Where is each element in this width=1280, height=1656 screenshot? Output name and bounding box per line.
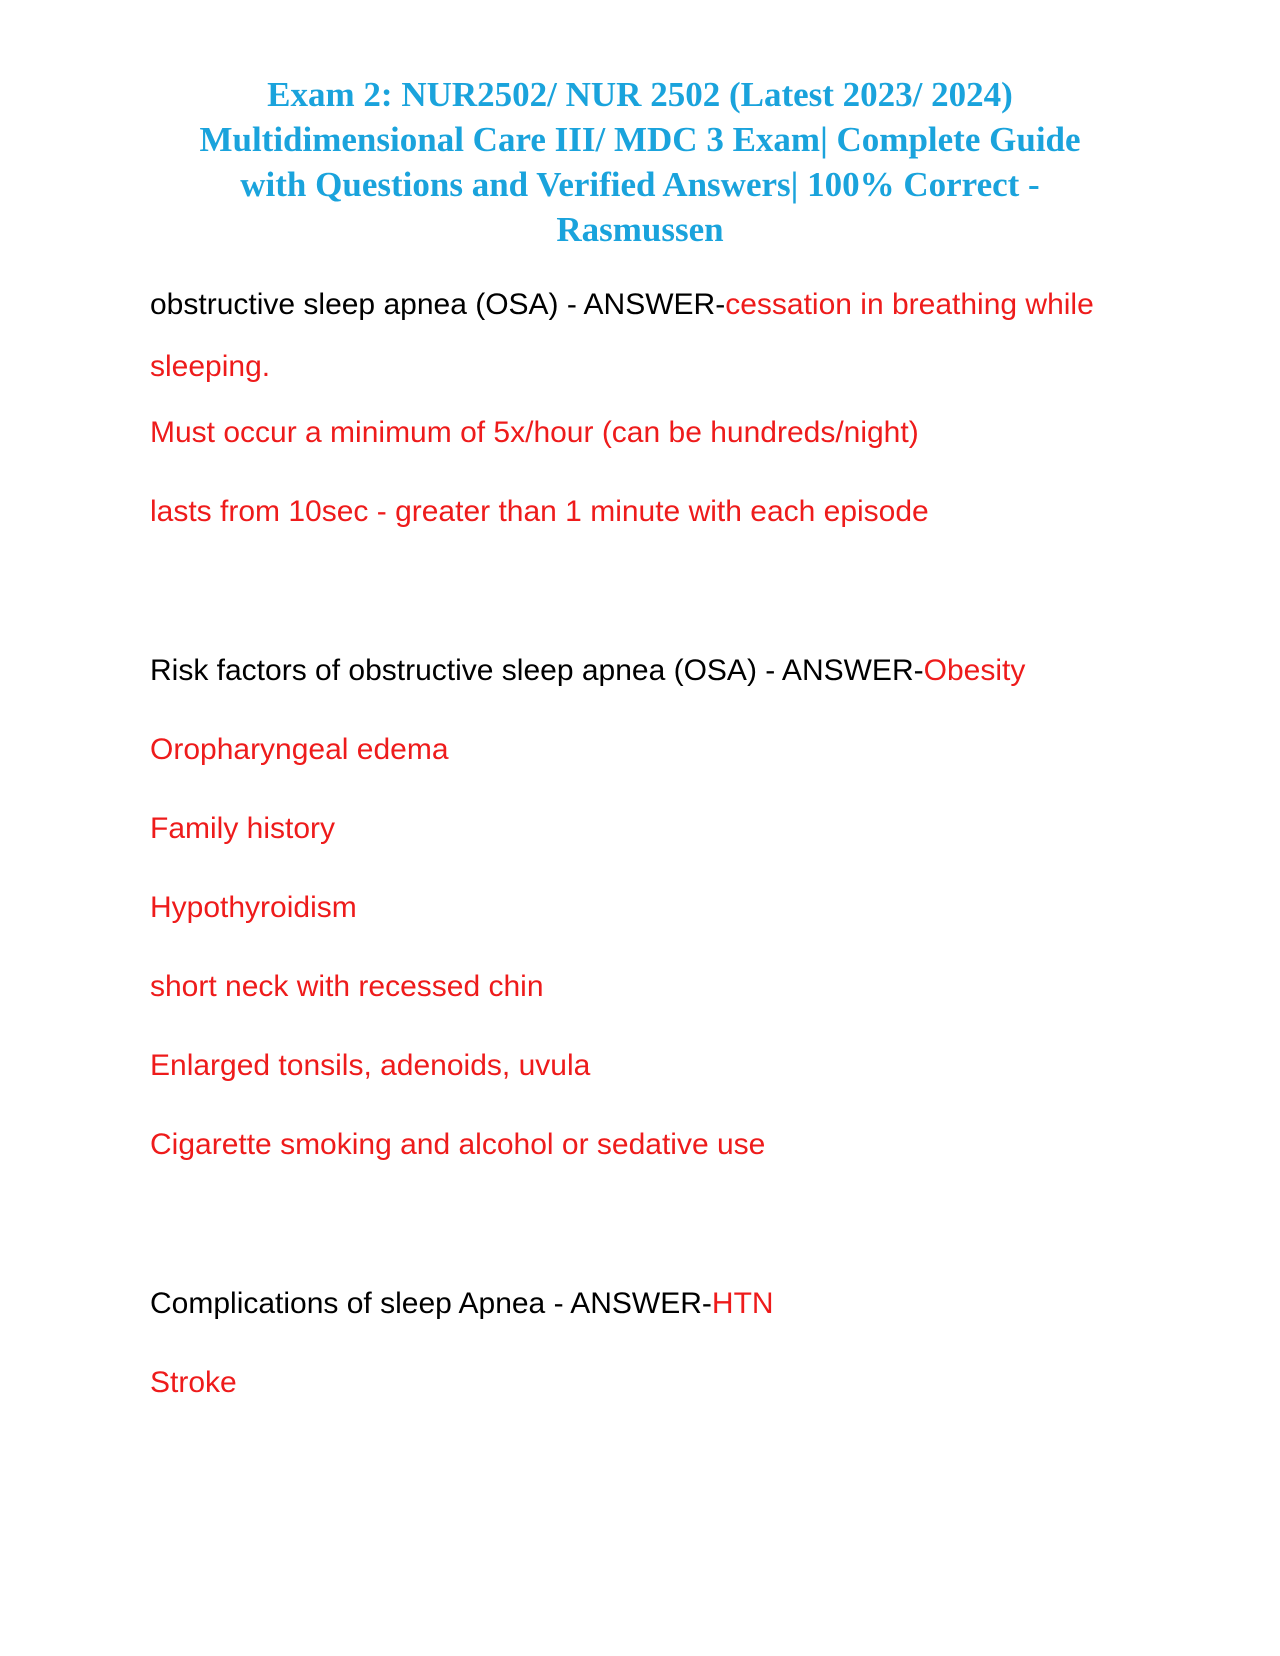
answer-line: short neck with recessed chin xyxy=(150,970,544,1003)
title-line: Exam 2: NUR2502/ NUR 2502 (Latest 2023/ 2024) xyxy=(267,75,1013,114)
answer-line: Stroke xyxy=(150,1366,237,1399)
document-title xyxy=(140,72,1140,252)
answer-text: HTN xyxy=(711,1287,774,1320)
title-line: Multidimensional Care III/ MDC 3 Exam| Complete Guide xyxy=(199,120,1081,159)
answer-line: Must occur a minimum of 5x/hour (can be hundreds/night) xyxy=(150,416,919,449)
qa-item-osa-definition xyxy=(150,274,1130,531)
answer-line: lasts from 10sec - greater than 1 minute with each episode xyxy=(150,495,929,528)
qa-spacer xyxy=(150,572,1130,652)
question-text: obstructive sleep apnea (OSA) - ANSWER- xyxy=(150,288,726,321)
answer-line: Family history xyxy=(150,812,336,845)
qa-item-osa-risk-factors xyxy=(150,652,1130,1164)
qa-spacer xyxy=(150,1205,1130,1285)
answer-line: Cigarette smoking and alcohol or sedative use xyxy=(150,1128,766,1161)
question-text: Complications of sleep Apnea - ANSWER- xyxy=(150,1287,712,1320)
answer-text: Obesity xyxy=(923,654,1026,687)
qa-list xyxy=(150,274,1130,1402)
answer-text: cessation in breathing while sleeping. xyxy=(150,288,1094,383)
title-line: with Questions and Verified Answers| 100% Correct - xyxy=(240,165,1040,204)
qa-first-line xyxy=(150,1285,1130,1323)
qa-item-sleep-apnea-complications xyxy=(150,1285,1130,1402)
qa-first-line xyxy=(150,652,1130,690)
answer-line: Hypothyroidism xyxy=(150,891,357,924)
question-text: Risk factors of obstructive sleep apnea (OSA) - ANSWER- xyxy=(150,654,924,687)
answer-line: Oropharyngeal edema xyxy=(150,733,449,766)
title-line: Rasmussen xyxy=(556,210,724,249)
answer-line: Enlarged tonsils, adenoids, uvula xyxy=(150,1049,591,1082)
qa-first-line xyxy=(150,274,1130,398)
